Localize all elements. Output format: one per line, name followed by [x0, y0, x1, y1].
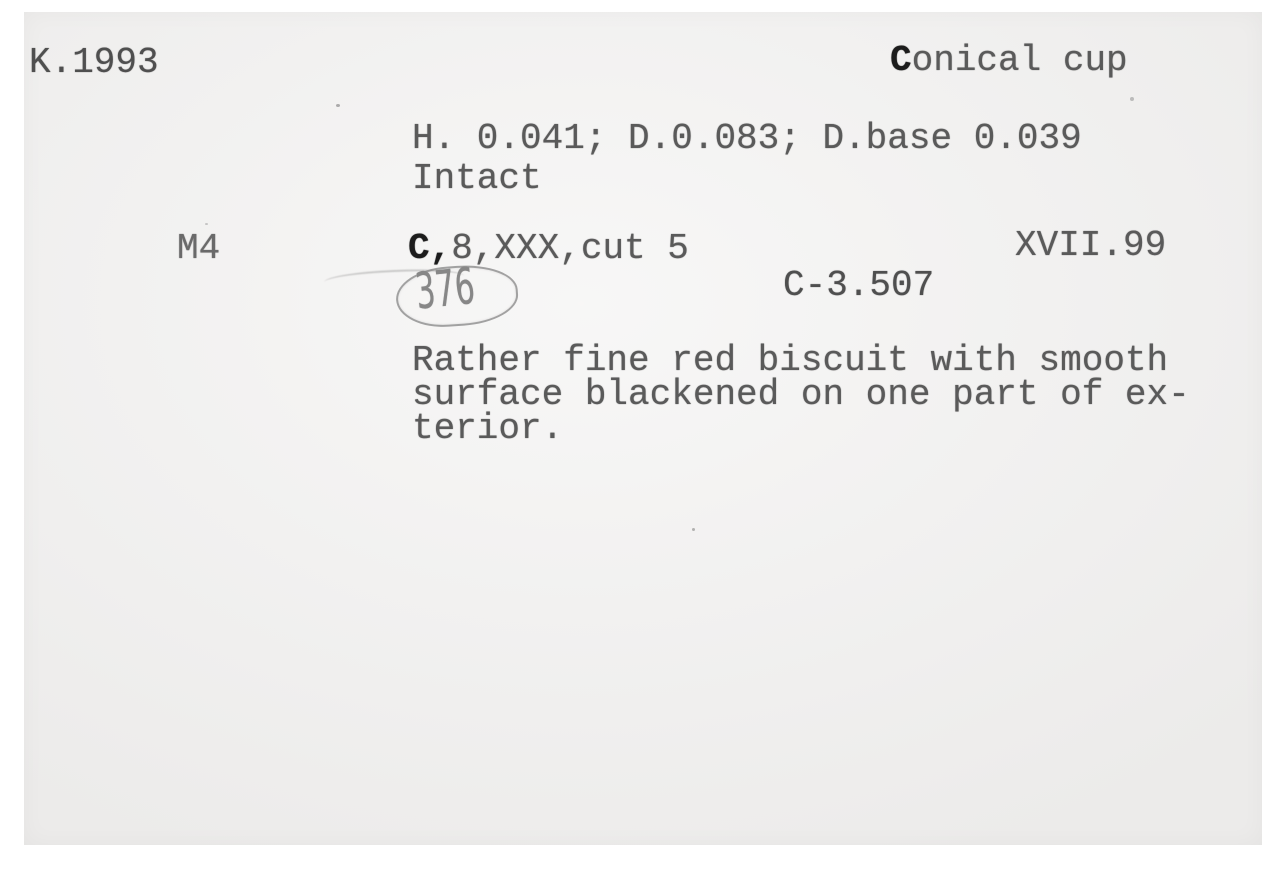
plate-reference: XVII.99: [1015, 225, 1167, 266]
object-title: Conical cup: [890, 40, 1128, 81]
dust-speck: [205, 223, 208, 225]
description-line: Rather fine red biscuit with smooth: [412, 340, 1169, 381]
description-line: terior.: [412, 408, 564, 449]
dust-speck: [1130, 97, 1134, 101]
circled-inventory-number: 376: [412, 256, 478, 321]
dust-speck: [692, 528, 695, 531]
findspot-line: C,8,XXX,cut 5: [408, 228, 689, 269]
condition-line: Intact: [412, 158, 542, 199]
museum-number: C-3.507: [783, 265, 935, 306]
description-line: surface blackened on one part of ex-: [412, 374, 1190, 415]
dust-speck: [336, 104, 340, 107]
card-paper: [24, 12, 1262, 845]
dimensions-line: H. 0.041; D.0.083; D.base 0.039: [412, 118, 1082, 159]
catalog-number: K.1993: [29, 42, 159, 83]
area-code: M4: [177, 228, 221, 269]
